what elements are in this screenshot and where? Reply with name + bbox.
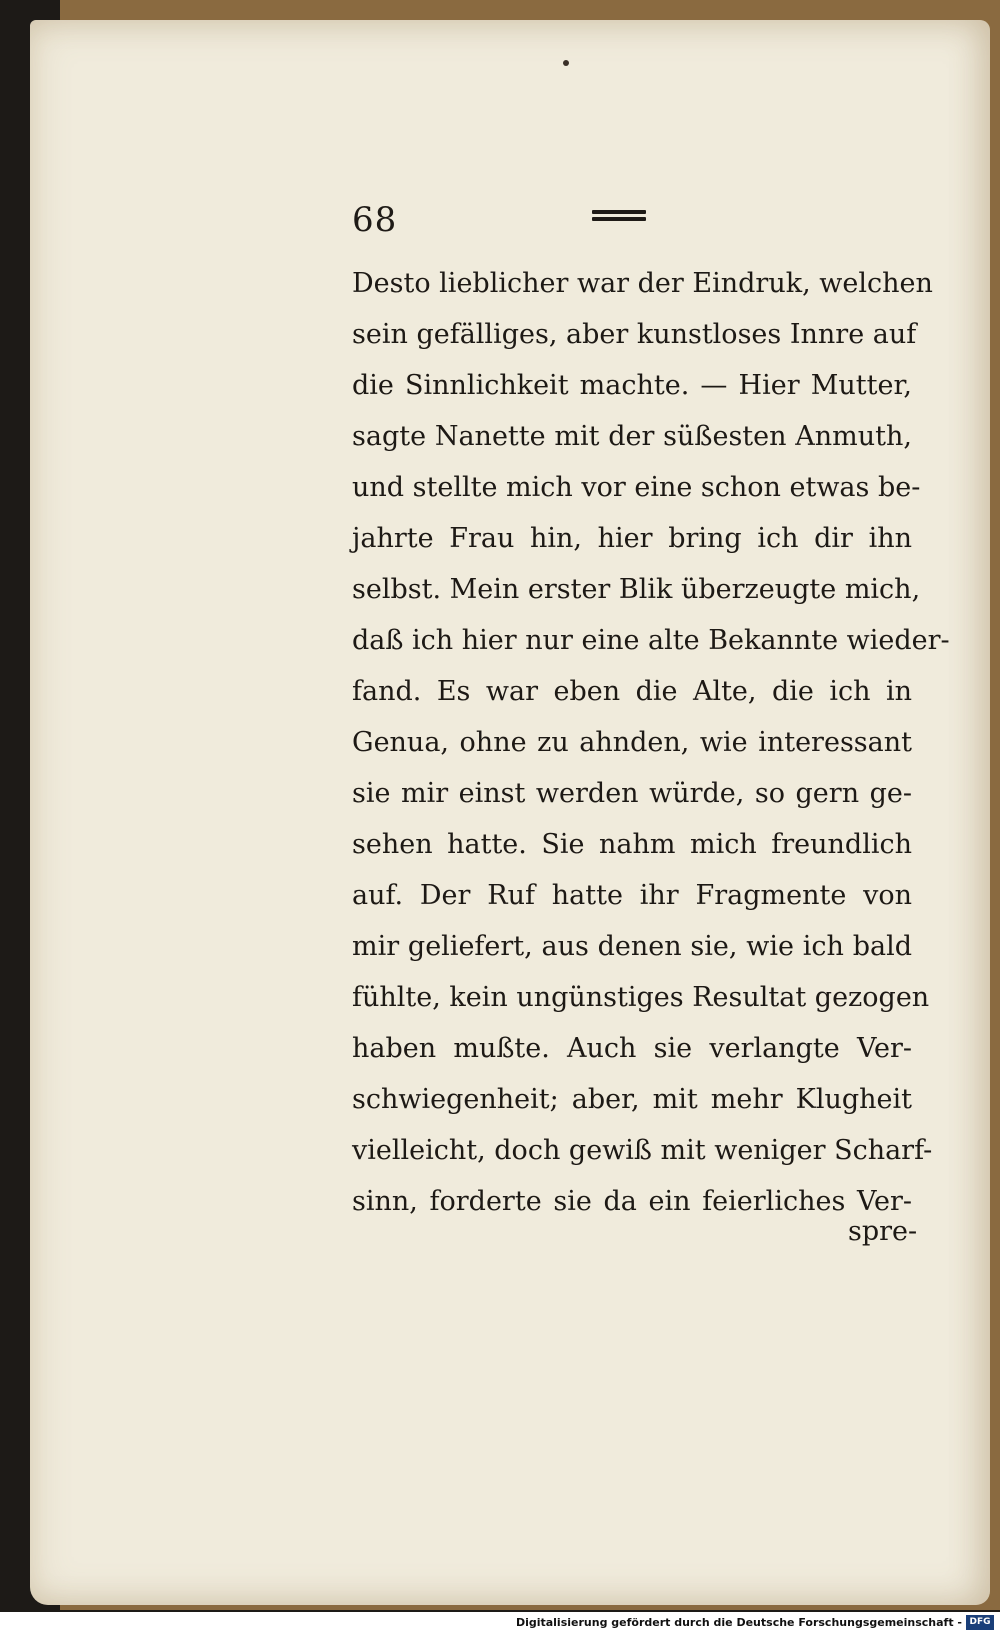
- text-line: schwiegenheit; aber, mit mehr Klugheit: [352, 1084, 912, 1115]
- text-line: sagte Nanette mit der süßesten Anmuth,: [352, 421, 912, 452]
- funding-credit: Digitalisierung gefördert durch die Deutsche Forschungsgemeinschaft -: [515, 1616, 962, 1629]
- text-line: auf. Der Ruf hatte ihr Fragmente von: [352, 880, 912, 911]
- text-line: jahrte Frau hin, hier bring ich dir ihn: [352, 523, 912, 554]
- text-line: Genua, ohne zu ahnden, wie interessant: [352, 727, 912, 758]
- page-header: [352, 200, 912, 250]
- text-line: fand. Es war eben die Alte, die ich in: [352, 676, 912, 707]
- text-line: sie mir einst werden würde, so gern ge-: [352, 778, 912, 809]
- text-line: sein gefälliges, aber kunstloses Innre auf: [352, 319, 917, 350]
- body-text: [352, 258, 950, 1227]
- text-line: und stellte mich vor eine schon etwas be-: [352, 472, 921, 503]
- text-line: haben mußte. Auch sie verlangte Ver-: [352, 1033, 912, 1064]
- text-line: selbst. Mein erster Blik überzeugte mich,: [352, 574, 921, 605]
- ink-spot: [563, 60, 569, 66]
- text-line: sehen hatte. Sie nahm mich freundlich: [352, 829, 912, 860]
- header-ornament-rule: [592, 210, 646, 224]
- dfg-logo-icon: DFG: [966, 1615, 994, 1630]
- text-line: Desto lieblicher war der Eindruk, welchen: [352, 268, 933, 299]
- text-line: daß ich hier nur eine alte Bekannte wieder-: [352, 625, 950, 656]
- text-line: vielleicht, doch gewiß mit weniger Scharf-: [352, 1135, 933, 1166]
- page-number: 68: [352, 200, 398, 240]
- text-line: fühlte, kein ungünstiges Resultat gezogen: [352, 982, 930, 1013]
- footer-bar: [0, 1612, 1000, 1635]
- text-line: mir geliefert, aus denen sie, wie ich bald: [352, 931, 912, 962]
- text-line: sinn, forderte sie da ein feierliches Ver-: [352, 1186, 912, 1217]
- catchword: spre-: [848, 1216, 918, 1247]
- text-line: die Sinnlichkeit machte. — Hier Mutter,: [352, 370, 912, 401]
